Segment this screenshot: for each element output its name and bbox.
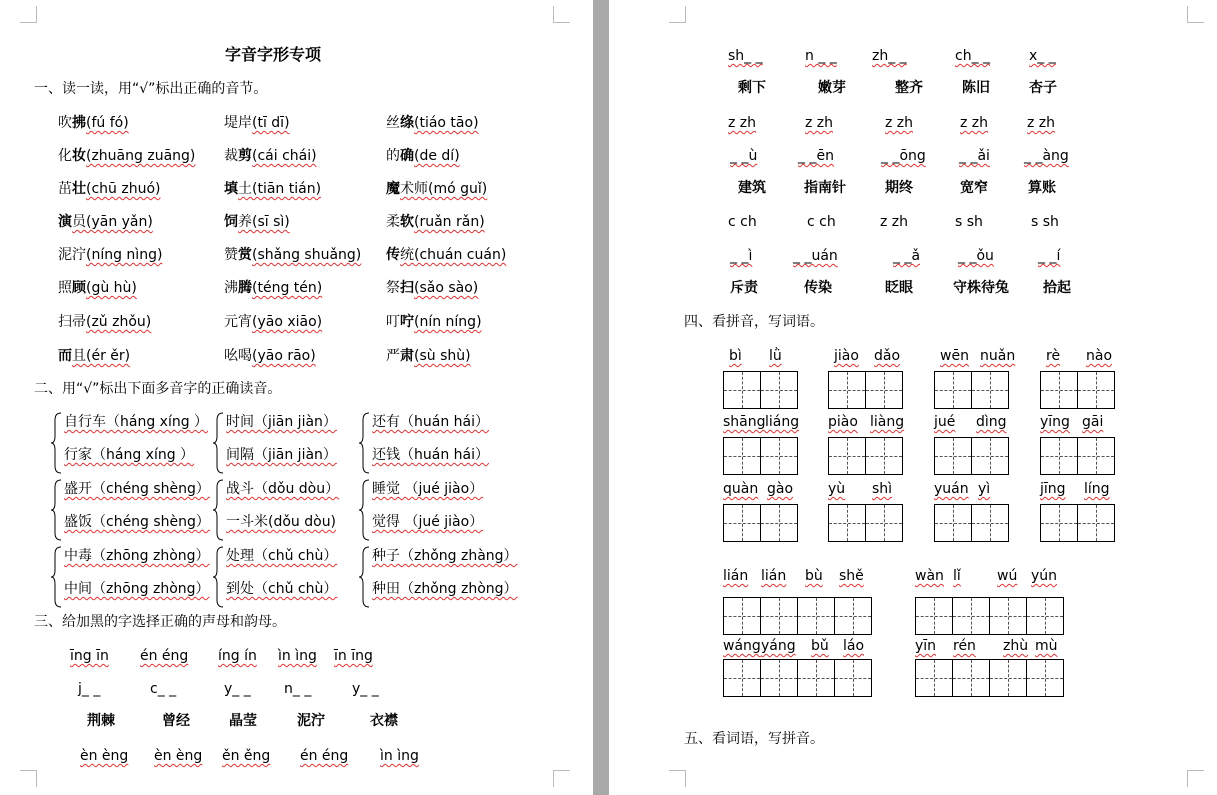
crop-mark xyxy=(553,6,570,23)
pinyin-choice-item xyxy=(58,147,195,165)
section-1-heading: 一、读一读，用“√”标出正确的音节。 xyxy=(34,81,268,97)
grid-cell[interactable] xyxy=(760,504,798,542)
brace-icon xyxy=(358,412,370,474)
blank-slot: _ _ǎi xyxy=(959,148,990,164)
pinyin-syllable: shì xyxy=(872,481,893,497)
pinyin-choice-item xyxy=(386,114,479,132)
grid-cell[interactable] xyxy=(934,437,972,475)
initial-final-option: s sh xyxy=(1031,214,1059,230)
pinyin-choice-item xyxy=(224,313,322,331)
crop-mark xyxy=(1187,6,1204,23)
polyphone-word[interactable]: 还钱（huán hái） xyxy=(372,447,489,463)
grid-cell[interactable] xyxy=(915,659,953,697)
pinyin-choice-item xyxy=(386,180,487,198)
pinyin-options[interactable]: (gù hù) xyxy=(86,280,137,296)
writing-grid[interactable] xyxy=(723,371,798,409)
pinyin-choice-item xyxy=(58,279,137,297)
grid-cell[interactable] xyxy=(723,437,761,475)
initial-final-option: c ch xyxy=(807,214,836,230)
writing-grid[interactable] xyxy=(1040,504,1115,542)
pinyin-syllable: wàn xyxy=(915,568,944,584)
grid-cell[interactable] xyxy=(760,659,798,697)
grid-cell[interactable] xyxy=(1040,504,1078,542)
grid-cell[interactable] xyxy=(1040,371,1078,409)
word-plain: 化 xyxy=(58,148,72,164)
pinyin-choice-item xyxy=(58,213,153,231)
blank-slot: n _ _ xyxy=(805,48,837,64)
blank-slot: zh_ _ xyxy=(872,48,907,64)
pinyin-options[interactable]: (zǔ zhǒu) xyxy=(86,314,152,330)
pinyin-choice-item xyxy=(224,213,290,231)
pinyin-options[interactable]: (ruǎn rǎn) xyxy=(414,214,485,230)
polyphone-word[interactable]: 中间（zhōng zhòng） xyxy=(64,581,210,597)
pinyin-syllable: piào xyxy=(828,414,858,430)
bold-word: 眨眼 xyxy=(885,280,913,296)
pinyin-syllable: zhù xyxy=(1003,638,1029,654)
pinyin-options[interactable]: 养(sī sì) xyxy=(238,214,290,230)
blank-slot: _ _àng xyxy=(1024,148,1069,164)
pinyin-syllable: lián xyxy=(761,568,787,584)
pinyin-options[interactable]: (shǎng shuǎng) xyxy=(252,247,362,263)
word-bold-char: 剪 xyxy=(238,148,252,164)
grid-cell[interactable] xyxy=(865,504,903,542)
writing-grid[interactable] xyxy=(828,504,903,542)
pinyin-choice-item xyxy=(224,279,322,297)
writing-grid[interactable] xyxy=(934,437,1009,475)
pinyin-syllable: líng xyxy=(1084,481,1110,497)
pinyin-syllable: shāng xyxy=(723,414,766,430)
initial-final-option: z zh xyxy=(728,115,757,131)
bold-word: 剩下 xyxy=(738,80,766,96)
pinyin-syllable: bǔ xyxy=(811,638,829,654)
blank-slot: sh_ _ xyxy=(728,48,763,64)
pinyin-choice-item xyxy=(58,180,160,198)
word-bold-char: 顾 xyxy=(72,280,86,296)
initial-final-option: s sh xyxy=(955,214,983,230)
grid-cell[interactable] xyxy=(952,659,990,697)
word-bold-char: 咛 xyxy=(400,314,414,330)
grid-cell[interactable] xyxy=(723,597,761,635)
pinyin-syllable: bù xyxy=(805,568,823,584)
writing-grid[interactable] xyxy=(828,371,903,409)
grid-cell[interactable] xyxy=(828,371,866,409)
polyphone-word[interactable]: 行家（háng xíng ） xyxy=(64,447,195,463)
grid-cell[interactable] xyxy=(1026,597,1064,635)
pinyin-options[interactable]: 统(chuán cuán) xyxy=(400,247,507,263)
writing-grid[interactable] xyxy=(828,437,903,475)
grid-cell[interactable] xyxy=(971,504,1009,542)
word-bold-char: 扫 xyxy=(400,280,414,296)
blank-slot: _ _uán xyxy=(793,248,838,264)
blank-slot: ch_ _ xyxy=(955,48,991,64)
word-bold-char: 绦 xyxy=(400,115,414,131)
brace-icon xyxy=(212,412,224,474)
polyphone-word[interactable]: 战斗（dǒu dòu） xyxy=(226,481,340,497)
word-bold-char: 确 xyxy=(400,148,414,164)
polyphone-word[interactable]: 睡觉 （jué jiào） xyxy=(372,481,484,497)
pinyin-syllable: jué xyxy=(934,414,956,430)
word-bold-char: 演 xyxy=(58,214,72,230)
word-plain: 叮 xyxy=(386,314,400,330)
grid-cell[interactable] xyxy=(934,504,972,542)
initial-final-option: īng īn xyxy=(70,648,109,664)
blank-slot: y_ _ xyxy=(352,681,379,697)
initial-final-option: z zh xyxy=(1027,115,1056,131)
grid-cell[interactable] xyxy=(971,371,1009,409)
page-title: 字音字形专项 xyxy=(225,45,322,64)
word-plain: 裁 xyxy=(224,148,238,164)
word-bold-char: 赏 xyxy=(238,247,252,263)
pinyin-choice-item xyxy=(58,114,129,132)
left-page xyxy=(0,0,593,795)
grid-cell[interactable] xyxy=(834,597,872,635)
bold-word: 宽窄 xyxy=(960,180,988,196)
pinyin-choice-item xyxy=(386,213,485,231)
brace-icon xyxy=(358,479,370,541)
initial-final-option: íng ín xyxy=(218,648,257,664)
polyphone-word[interactable]: 一斗米(dǒu dòu) xyxy=(226,514,337,530)
word-bold-char: 传 xyxy=(386,247,400,263)
crop-mark xyxy=(553,770,570,787)
grid-cell[interactable] xyxy=(723,371,761,409)
grid-cell[interactable] xyxy=(952,597,990,635)
grid-cell[interactable] xyxy=(1077,371,1115,409)
word-plain: 沸 xyxy=(224,280,238,296)
word-plain: 茁 xyxy=(58,181,72,197)
pinyin-options[interactable]: 土(tiān tián) xyxy=(238,181,322,197)
word-plain: 丝 xyxy=(386,115,400,131)
word-plain: 祭 xyxy=(386,280,400,296)
bold-word: 算账 xyxy=(1028,180,1056,196)
word-bold-char: 腾 xyxy=(238,280,252,296)
pinyin-choice-item xyxy=(224,147,317,165)
pinyin-syllable: yì xyxy=(978,481,991,497)
pinyin-options[interactable]: (nín níng) xyxy=(414,314,482,330)
blank-slot: _ _ōng xyxy=(881,148,926,164)
pinyin-choice-item xyxy=(386,279,478,297)
pinyin-syllable: yáng xyxy=(761,638,796,654)
bold-word: 建筑 xyxy=(738,180,766,196)
pinyin-choice-item xyxy=(386,347,471,365)
initial-final-option: ěn ěng xyxy=(222,748,271,764)
writing-grid[interactable] xyxy=(723,597,872,635)
word-bold-char: 妆 xyxy=(72,148,86,164)
blank-slot: c_ _ xyxy=(150,681,177,697)
initial-final-option: ìn ìng xyxy=(278,648,317,664)
pinyin-syllable: lǜ xyxy=(769,348,782,364)
pinyin-syllable: yù xyxy=(828,481,846,497)
pinyin-options[interactable]: (zhuāng zuāng) xyxy=(86,148,196,164)
pinyin-options[interactable]: (sù shù) xyxy=(414,348,471,364)
grid-cell[interactable] xyxy=(834,659,872,697)
writing-grid[interactable] xyxy=(723,504,798,542)
writing-grid[interactable] xyxy=(723,659,872,697)
word-bold-char: 而 xyxy=(58,348,72,364)
polyphone-word[interactable]: 处理（chǔ chù） xyxy=(226,548,338,564)
bold-word: 斥责 xyxy=(730,280,758,296)
crop-mark xyxy=(1187,770,1204,787)
section-3-heading: 三、给加黑的字选择正确的声母和韵母。 xyxy=(34,614,286,630)
right-page xyxy=(609,0,1217,795)
grid-cell[interactable] xyxy=(760,597,798,635)
writing-grid[interactable] xyxy=(915,597,1064,635)
pinyin-syllable: láo xyxy=(843,638,865,654)
word-plain: 吆喝 xyxy=(224,348,252,364)
pinyin-options[interactable]: 术师(mó guǐ) xyxy=(400,181,488,197)
pinyin-syllable: mù xyxy=(1035,638,1058,654)
bold-word: 晶莹 xyxy=(229,713,257,729)
pinyin-choice-item xyxy=(224,347,316,365)
blank-slot: j_ _ xyxy=(78,681,101,697)
brace-icon xyxy=(50,479,62,541)
polyphone-word[interactable]: 种田（zhǒng zhòng） xyxy=(372,581,518,597)
pinyin-syllable: yīng xyxy=(1040,414,1070,430)
bold-word: 陈旧 xyxy=(962,80,990,96)
initial-final-option: én éng xyxy=(140,648,189,664)
blank-slot: y_ _ xyxy=(224,681,251,697)
grid-cell[interactable] xyxy=(828,504,866,542)
writing-grid[interactable] xyxy=(1040,437,1115,475)
blank-slot: _ _ēn xyxy=(798,148,834,164)
pinyin-choice-item xyxy=(58,246,162,264)
pinyin-options[interactable]: (fú fó) xyxy=(86,115,129,131)
pinyin-choice-item xyxy=(58,313,151,331)
pinyin-syllable: rè xyxy=(1046,348,1061,364)
pinyin-options[interactable]: (yāo rāo) xyxy=(252,348,316,364)
grid-cell[interactable] xyxy=(865,437,903,475)
initial-final-option: z zh xyxy=(880,214,909,230)
crop-mark xyxy=(20,770,37,787)
grid-cell[interactable] xyxy=(971,437,1009,475)
pinyin-syllable: yún xyxy=(1031,568,1058,584)
grid-cell[interactable] xyxy=(1077,504,1115,542)
pinyin-choice-item xyxy=(58,347,130,365)
crop-mark xyxy=(669,6,686,23)
pinyin-syllable: rén xyxy=(953,638,976,654)
bold-word: 嫩芽 xyxy=(818,80,846,96)
pinyin-options[interactable]: (tiáo tāo) xyxy=(414,115,479,131)
blank-slot: _ _ǒu xyxy=(958,248,994,264)
bold-word: 整齐 xyxy=(895,80,923,96)
pinyin-options[interactable]: (yāo xiāo) xyxy=(252,314,323,330)
pinyin-syllable: jiào xyxy=(834,348,859,364)
grid-cell[interactable] xyxy=(934,371,972,409)
section-4-heading: 四、看拼音，写词语。 xyxy=(684,314,824,330)
writing-grid[interactable] xyxy=(723,437,798,475)
pinyin-syllable: jīng xyxy=(1040,481,1066,497)
blank-slot: _ _ì xyxy=(730,248,753,264)
bold-word: 指南针 xyxy=(804,180,846,196)
word-bold-char: 魔 xyxy=(386,181,400,197)
brace-icon xyxy=(212,479,224,541)
writing-grid[interactable] xyxy=(934,371,1009,409)
pinyin-choice-item xyxy=(224,246,361,264)
initial-final-option: én éng xyxy=(300,748,349,764)
brace-icon xyxy=(212,546,224,608)
grid-cell[interactable] xyxy=(723,504,761,542)
bold-word: 荆棘 xyxy=(87,713,115,729)
pinyin-options[interactable]: (níng nìng) xyxy=(86,247,163,263)
pinyin-syllable: gāi xyxy=(1082,414,1104,430)
bold-word: 泥泞 xyxy=(297,713,325,729)
polyphone-word[interactable]: 觉得 （jué jiào） xyxy=(372,514,484,530)
writing-grid[interactable] xyxy=(915,659,1064,697)
pinyin-options[interactable]: (téng tén) xyxy=(252,280,323,296)
brace-icon xyxy=(50,412,62,474)
blank-slot: _ _ù xyxy=(730,148,758,164)
grid-cell[interactable] xyxy=(1040,437,1078,475)
polyphone-word[interactable]: 时间（jiān jiàn） xyxy=(226,414,337,430)
pinyin-syllable: wú xyxy=(997,568,1018,584)
grid-cell[interactable] xyxy=(989,597,1027,635)
word-bold-char: 饲 xyxy=(224,214,238,230)
word-plain: 的 xyxy=(386,148,400,164)
pinyin-choice-item xyxy=(386,313,482,331)
grid-cell[interactable] xyxy=(760,371,798,409)
pinyin-syllable: dìng xyxy=(976,414,1007,430)
pinyin-syllable: wēn xyxy=(940,348,969,364)
bold-word: 期终 xyxy=(885,180,913,196)
word-bold-char: 壮 xyxy=(72,181,86,197)
pinyin-syllable: nào xyxy=(1086,348,1113,364)
pinyin-syllable: yīn xyxy=(915,638,937,654)
grid-cell[interactable] xyxy=(797,597,835,635)
grid-cell[interactable] xyxy=(915,597,953,635)
grid-cell[interactable] xyxy=(1026,659,1064,697)
polyphone-word[interactable]: 盛开（chéng shèng） xyxy=(64,481,210,497)
pinyin-syllable: bì xyxy=(729,348,742,364)
word-plain: 泥泞 xyxy=(58,247,86,263)
word-plain: 照 xyxy=(58,280,72,296)
grid-cell[interactable] xyxy=(865,371,903,409)
pinyin-options[interactable]: (sǎo sào) xyxy=(414,280,479,296)
pinyin-syllable: yuán xyxy=(934,481,969,497)
initial-final-option: īn īng xyxy=(334,648,373,664)
grid-cell[interactable] xyxy=(723,659,761,697)
initial-final-option: èn èng xyxy=(154,748,203,764)
bold-word: 衣襟 xyxy=(370,713,398,729)
word-bold-char: 填 xyxy=(224,181,238,197)
word-plain: 严 xyxy=(386,348,400,364)
polyphone-word[interactable]: 还有（huán hái） xyxy=(372,414,489,430)
blank-slot: x_ _ xyxy=(1029,48,1056,64)
initial-final-option: èn èng xyxy=(80,748,129,764)
pinyin-options[interactable]: (tī dī) xyxy=(252,115,290,131)
word-plain: 赞 xyxy=(224,247,238,263)
section-2-heading: 二、用“√”标出下面多音字的正确读音。 xyxy=(34,381,282,397)
word-bold-char: 拂 xyxy=(72,115,86,131)
bold-word: 传染 xyxy=(804,280,832,296)
initial-final-option: z zh xyxy=(960,115,989,131)
grid-cell[interactable] xyxy=(797,659,835,697)
grid-cell[interactable] xyxy=(989,659,1027,697)
pinyin-syllable: dǎo xyxy=(874,348,901,364)
polyphone-word[interactable]: 自行车（háng xíng ） xyxy=(64,414,209,430)
pinyin-choice-item xyxy=(386,246,506,264)
word-bold-char: 软 xyxy=(400,214,414,230)
blank-slot: n_ _ xyxy=(284,681,312,697)
pinyin-options[interactable]: (de dí) xyxy=(414,148,460,164)
initial-final-option: z zh xyxy=(885,115,914,131)
initial-final-option: z zh xyxy=(805,115,834,131)
bold-word: 守株待兔 xyxy=(953,280,1009,296)
polyphone-word[interactable]: 种子（zhǒng zhàng） xyxy=(372,548,518,564)
bold-word: 曾经 xyxy=(162,713,190,729)
word-plain: 吹 xyxy=(58,115,72,131)
pinyin-choice-item xyxy=(224,180,321,198)
pinyin-syllable: lǐ xyxy=(953,568,961,584)
section-5-heading: 五、看词语，写拼音。 xyxy=(684,731,824,747)
initial-final-option: ìn ìng xyxy=(380,748,419,764)
polyphone-word[interactable]: 间隔（jiān jiàn） xyxy=(226,447,337,463)
grid-cell[interactable] xyxy=(760,437,798,475)
blank-slot: _ _ǎ xyxy=(893,248,921,264)
pinyin-options[interactable]: 员(yān yǎn) xyxy=(72,214,153,230)
grid-cell[interactable] xyxy=(828,437,866,475)
word-plain: 元宵 xyxy=(224,314,252,330)
word-plain: 柔 xyxy=(386,214,400,230)
pinyin-choice-item xyxy=(224,114,290,132)
polyphone-word[interactable]: 盛饭（chéng shèng） xyxy=(64,514,210,530)
crop-mark xyxy=(669,770,686,787)
polyphone-word[interactable]: 中毒（zhōng zhòng） xyxy=(64,548,210,564)
writing-grid[interactable] xyxy=(1040,371,1115,409)
pinyin-syllable: nuǎn xyxy=(980,348,1016,364)
pinyin-syllable: quàn xyxy=(723,481,759,497)
word-plain: 堤岸 xyxy=(224,115,252,131)
pinyin-syllable: gào xyxy=(767,481,794,497)
pinyin-syllable: liàng xyxy=(870,414,905,430)
pinyin-options[interactable]: (chū zhuó) xyxy=(86,181,161,197)
brace-icon xyxy=(50,546,62,608)
brace-icon xyxy=(358,546,370,608)
blank-slot: _ _í xyxy=(1038,248,1061,264)
word-plain: 扫帚 xyxy=(58,314,86,330)
pinyin-syllable: wáng xyxy=(723,638,761,654)
bold-word: 拾起 xyxy=(1043,280,1071,296)
pinyin-syllable: shě xyxy=(839,568,864,584)
pinyin-syllable: lián xyxy=(723,568,749,584)
word-bold-char: 肃 xyxy=(400,348,414,364)
pinyin-choice-item xyxy=(386,147,460,165)
pinyin-options[interactable]: 且(ér ěr) xyxy=(72,348,131,364)
writing-grid[interactable] xyxy=(934,504,1009,542)
initial-final-option: c ch xyxy=(728,214,757,230)
polyphone-word[interactable]: 到处（chǔ chù） xyxy=(226,581,338,597)
bold-word: 杏子 xyxy=(1029,80,1057,96)
grid-cell[interactable] xyxy=(1077,437,1115,475)
pinyin-options[interactable]: (cái chái) xyxy=(252,148,317,164)
crop-mark xyxy=(20,6,37,23)
pinyin-syllable: liáng xyxy=(765,414,800,430)
